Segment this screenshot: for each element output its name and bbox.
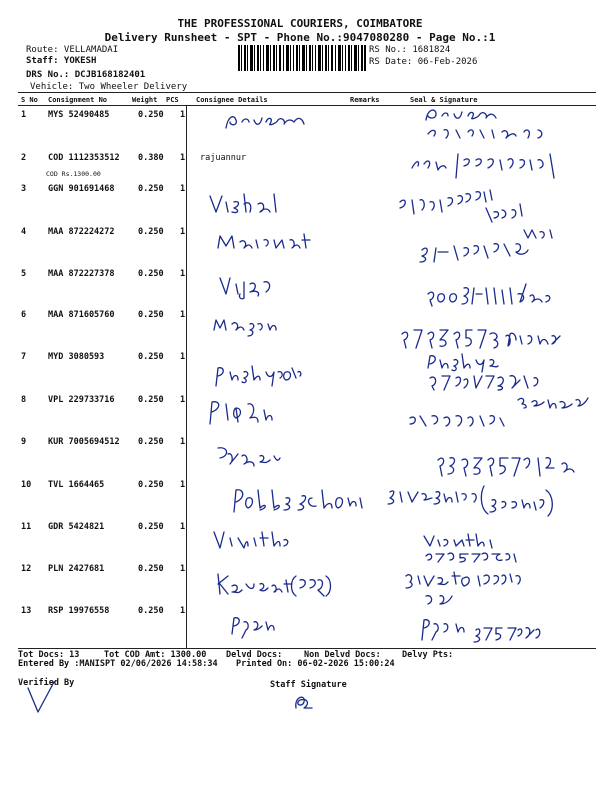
- row-sno: 3: [21, 184, 27, 194]
- row-sno: 5: [21, 269, 27, 279]
- handwritten-consignee: [228, 614, 278, 638]
- row-consignment: PLN 2427681: [48, 564, 105, 574]
- row-pcs: 1: [180, 352, 186, 362]
- col-consignee: Consignee Details: [196, 96, 268, 104]
- vehicle-label: Vehicle: Two Wheeler Delivery: [30, 82, 188, 92]
- entered-by: Entered By :MANISPT 02/06/2026 14:58:34: [18, 659, 218, 669]
- row-sno: 1: [21, 110, 27, 120]
- row-sno: 12: [21, 564, 32, 574]
- row-consignment: GGN 901691468: [48, 184, 115, 194]
- row-pcs: 1: [180, 564, 186, 574]
- row-pcs: 1: [180, 269, 186, 279]
- barcode-image: [238, 45, 366, 71]
- col-sno: S No: [21, 96, 38, 104]
- row-sno: 2: [21, 153, 27, 163]
- col-weight: Weight: [132, 96, 158, 104]
- handwritten-signature: [420, 532, 530, 562]
- handwritten-signature: [404, 390, 594, 430]
- handwritten-signature: [400, 566, 530, 606]
- handwritten-signature: [418, 616, 548, 646]
- row-cod-amount: COD Rs.1300.00: [46, 170, 101, 178]
- col-pcs: PCS: [166, 96, 179, 104]
- row-consignment: MYD 3080593: [48, 352, 105, 362]
- handwritten-signature: [396, 320, 576, 352]
- row-weight: 0.250: [138, 480, 164, 490]
- handwritten-signature: [432, 450, 582, 484]
- row-consignment: KUR 7005694512: [48, 437, 120, 447]
- handwritten-signature: [414, 222, 564, 266]
- handwritten-signature: [422, 280, 582, 310]
- row-sno: 7: [21, 352, 27, 362]
- row-pcs: 1: [180, 184, 186, 194]
- row-consignment: RSP 19976558: [48, 606, 110, 616]
- handwritten-consignee: [214, 570, 334, 600]
- delivered-docs: Delvd Docs:: [226, 650, 283, 660]
- row-pcs: 1: [180, 480, 186, 490]
- route-label: Route: VELLAMADAI: [26, 45, 119, 55]
- handwritten-signature: [408, 148, 568, 182]
- col-seal-signature: Seal & Signature: [410, 96, 478, 104]
- row-consignment: VPL 229733716: [48, 395, 115, 405]
- row-weight: 0.250: [138, 564, 164, 574]
- row-sno: 11: [21, 522, 32, 532]
- handwritten-signature: [424, 350, 554, 392]
- row-weight: 0.250: [138, 110, 164, 120]
- row-pcs: 1: [180, 437, 186, 447]
- printed-on: Printed On: 06-02-2026 15:00:24: [236, 659, 395, 669]
- row-weight: 0.250: [138, 184, 164, 194]
- handwritten-consignee: [214, 226, 324, 256]
- row-sno: 4: [21, 227, 27, 237]
- row-consignment: COD 1112353512: [48, 153, 120, 163]
- handwritten-consignee: [216, 270, 286, 300]
- row-weight: 0.250: [138, 522, 164, 532]
- row-consignment: MAA 872224272: [48, 227, 115, 237]
- handwritten-consignee: [210, 526, 290, 552]
- row-weight: 0.250: [138, 606, 164, 616]
- handwritten-consignee: [214, 440, 284, 470]
- handwritten-signature: [384, 480, 564, 522]
- row-consignment: MAA 871605760: [48, 310, 115, 320]
- row-pcs: 1: [180, 395, 186, 405]
- handwritten-consignee: [206, 396, 286, 428]
- row-consignment: GDR 5424821: [48, 522, 105, 532]
- row-pcs: 1: [180, 110, 186, 120]
- row-pcs: 1: [180, 606, 186, 616]
- row-weight: 0.250: [138, 437, 164, 447]
- row-weight: 0.250: [138, 227, 164, 237]
- col-remarks: Remarks: [350, 96, 380, 104]
- row-sno: 9: [21, 437, 27, 447]
- rs-date: RS Date: 06-Feb-2026: [369, 57, 478, 67]
- row-sno: 6: [21, 310, 27, 320]
- table-bottom-rule: [18, 648, 596, 649]
- verified-by-tick-mark: [24, 680, 64, 714]
- delivery-points: Delvy Pts:: [402, 650, 454, 660]
- row-sno: 13: [21, 606, 32, 616]
- handwritten-consignee: [212, 360, 302, 388]
- table-top-rule: [18, 92, 596, 93]
- handwritten-signature: [420, 104, 570, 142]
- row-consignment: TVL 1664465: [48, 480, 105, 490]
- handwritten-consignee: [222, 108, 332, 134]
- handwritten-consignee: [230, 484, 370, 516]
- handwritten-signature: [394, 180, 534, 226]
- non-delivered-docs: Non Delvd Docs:: [304, 650, 381, 660]
- row-weight: 0.250: [138, 269, 164, 279]
- row-weight: 0.250: [138, 352, 164, 362]
- handwritten-consignee: [210, 310, 280, 338]
- row-consignment: MAA 872227378: [48, 269, 115, 279]
- row-pcs: 1: [180, 522, 186, 532]
- col-consignment: Consignment No: [48, 96, 108, 104]
- runsheet-subtitle: Delivery Runsheet - SPT - Phone No.:9047080280 - Page No.:1: [104, 31, 496, 44]
- row-weight: 0.250: [138, 395, 164, 405]
- row-sno: 8: [21, 395, 27, 405]
- verified-by-label: Verified By: [18, 678, 75, 688]
- company-title: THE PROFESSIONAL COURIERS, COIMBATORE: [177, 17, 423, 30]
- staff-signature-label: Staff Signature: [270, 680, 347, 690]
- row-pcs: 1: [180, 227, 186, 237]
- staff-label: Staff: YOKESH: [26, 56, 97, 66]
- row-weight: 0.380: [138, 153, 164, 163]
- rs-number: RS No.: 1681824: [369, 45, 451, 55]
- row-pcs: 1: [180, 310, 186, 320]
- handwritten-consignee: [206, 188, 286, 218]
- row-sno: 10: [21, 480, 32, 490]
- row-pcs: 1: [180, 153, 186, 163]
- row-consignee: rajuannur: [200, 153, 247, 163]
- total-docs: Tot Docs: 13: [18, 650, 80, 660]
- drs-number: DRS No.: DCJB168182401: [26, 70, 146, 80]
- staff-signature-mark: [290, 690, 320, 712]
- row-weight: 0.250: [138, 310, 164, 320]
- total-cod-amount: Tot COD Amt: 1300.00: [104, 650, 207, 660]
- consignee-column-divider: [186, 105, 187, 648]
- row-consignment: MYS 52490485: [48, 110, 110, 120]
